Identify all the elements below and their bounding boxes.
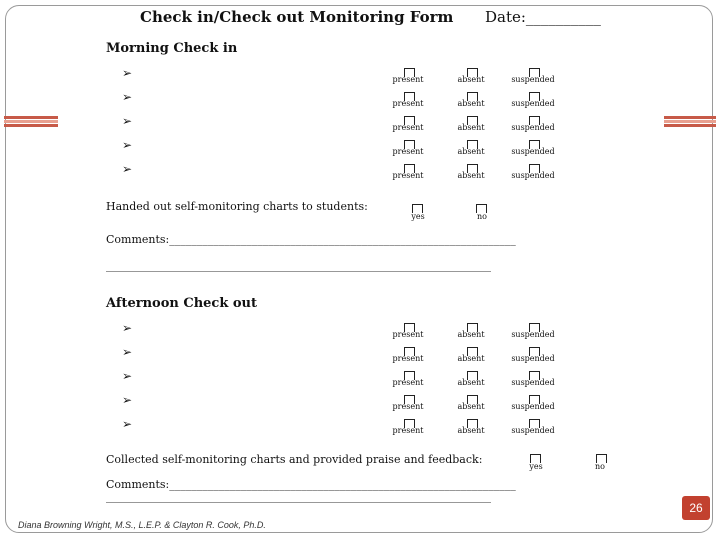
handed-out-label: Handed out self-monitoring charts to students: [106,200,368,213]
present-label: present [392,426,424,435]
present-label: present [392,99,424,108]
row-bullet-icon: ➢ [122,138,133,152]
suspended-label: suspended [511,378,555,387]
date-field[interactable]: Date:__________ [485,8,601,26]
afternoon-heading: Afternoon Check out [106,296,257,311]
morning-comments[interactable]: Comments:_______________________________________________________________ [106,233,516,246]
row-bullet-icon: ➢ [122,321,133,335]
suspended-label: suspended [511,171,555,180]
row-bullet-icon: ➢ [122,66,133,80]
row-bullet-icon: ➢ [122,345,133,359]
absent-label: absent [457,378,485,387]
decorative-tab-right [664,116,716,127]
row-bullet-icon: ➢ [122,417,133,431]
morning-heading: Morning Check in [106,41,238,56]
present-label: present [392,123,424,132]
present-label: present [392,171,424,180]
afternoon-comments[interactable]: Comments:_______________________________________________________________ [106,478,516,491]
row-bullet-icon: ➢ [122,162,133,176]
absent-label: absent [457,330,485,339]
suspended-label: suspended [511,147,555,156]
form-title: Check in/Check out Monitoring Form [140,8,454,26]
present-label: present [392,147,424,156]
present-label: present [392,330,424,339]
present-label: present [392,354,424,363]
suspended-label: suspended [511,99,555,108]
row-bullet-icon: ➢ [122,114,133,128]
absent-label: absent [457,171,485,180]
row-bullet-icon: ➢ [122,393,133,407]
collected-no-label: no [595,462,605,471]
absent-label: absent [457,75,485,84]
absent-label: absent [457,99,485,108]
row-bullet-icon: ➢ [122,369,133,383]
suspended-label: suspended [511,330,555,339]
present-label: present [392,402,424,411]
handed-out-no-label: no [477,212,487,221]
suspended-label: suspended [511,123,555,132]
absent-label: absent [457,354,485,363]
morning-comments-line[interactable]: ______________________________________________________________________ [106,259,491,272]
handed-out-yes-label: yes [411,212,425,221]
footer-credit: Diana Browning Wright, M.S., L.E.P. & Clayton R. Cook, Ph.D. [18,520,266,530]
page-number: 26 [682,496,710,520]
present-label: present [392,75,424,84]
collected-yes-label: yes [529,462,543,471]
suspended-label: suspended [511,354,555,363]
present-label: present [392,378,424,387]
collected-label: Collected self-monitoring charts and provided praise and feedback: [106,453,483,466]
absent-label: absent [457,123,485,132]
suspended-label: suspended [511,402,555,411]
absent-label: absent [457,147,485,156]
suspended-label: suspended [511,426,555,435]
decorative-tab-left [4,116,58,127]
afternoon-comments-line[interactable]: ______________________________________________________________________ [106,490,491,503]
row-bullet-icon: ➢ [122,90,133,104]
absent-label: absent [457,426,485,435]
absent-label: absent [457,402,485,411]
suspended-label: suspended [511,75,555,84]
